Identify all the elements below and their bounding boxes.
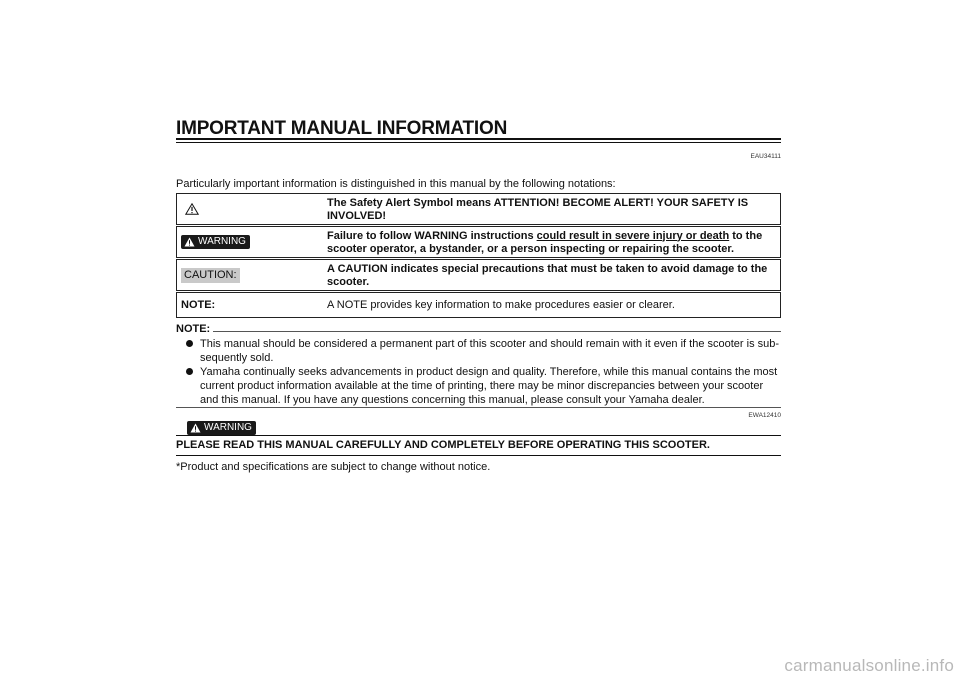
notation-row-warning	[176, 226, 781, 258]
watermark: carmanualsonline.info	[784, 656, 954, 675]
warning-triangle-icon	[184, 237, 195, 247]
notation-row-caution	[176, 259, 781, 291]
notation-label-cell	[177, 227, 321, 257]
bullet-icon	[186, 340, 193, 347]
notation-caution-text: A CAUTION indicates special precautions that must be taken to avoid damage to the scooter.	[327, 262, 768, 288]
warning-text-underlined: could result in severe injury or death	[536, 229, 730, 242]
bullet-icon	[186, 368, 193, 375]
warning-triangle-icon	[190, 423, 201, 433]
warning-label: WARNING	[204, 422, 252, 433]
warning-code: EWA12410	[748, 412, 781, 419]
warning-label: WARNING	[198, 236, 246, 247]
footnote: *Product and specifications are subject to change without notice.	[176, 461, 491, 473]
notation-row-note	[176, 292, 781, 318]
note-label: NOTE:	[181, 299, 216, 311]
note-bullet-text: Yamaha continually seeks advancements in product design and quality. Therefore, while this manual contains the most current product information available at the time of printing, there may be minor discrepancies between your scooter and this manual. If you have any questions concerning this manual, please consult your Yamaha dealer.	[200, 366, 778, 406]
notation-label-cell	[177, 260, 321, 290]
notation-note-text: A NOTE provides key information to make procedures easier or clearer.	[327, 299, 675, 311]
notation-label-cell	[177, 293, 321, 317]
notation-alert-text: The Safety Alert Symbol means ATTENTION! BECOME ALERT! YOUR SAFETY IS INVOLVED!	[327, 196, 749, 222]
note-rule	[213, 331, 781, 332]
notation-warning-text	[321, 227, 780, 257]
intro-text: Particularly important information is distinguished in this manual by the following notations:	[176, 178, 616, 190]
warning-bottom-rule	[176, 455, 781, 456]
manual-page	[176, 0, 781, 678]
warning-text-end: to the scooter operator, a bystander, or a person inspecting or repairing the scooter.	[327, 229, 763, 255]
note-bullet-text: This manual should be considered a permanent part of this scooter and should remain with it even if the scooter is sub-sequently sold.	[200, 338, 780, 364]
warning-rule	[176, 435, 781, 436]
page-title: IMPORTANT MANUAL INFORMATION	[176, 118, 508, 139]
section-code: EAU34111	[750, 153, 781, 160]
notation-label-cell	[177, 194, 321, 224]
caution-tag: CAUTION:	[181, 268, 240, 283]
warning-text-start: Failure to follow WARNING instructions	[327, 229, 537, 242]
note-heading: NOTE:	[176, 323, 211, 335]
safety-alert-icon	[185, 203, 199, 215]
notation-row-alert	[176, 193, 781, 225]
note-bullet	[186, 337, 781, 365]
warning-text: PLEASE READ THIS MANUAL CAREFULLY AND COMPLETELY BEFORE OPERATING THIS SCOOTER.	[176, 439, 710, 451]
title-rule-thin	[176, 142, 781, 143]
warning-tag	[187, 421, 256, 435]
title-rule	[176, 138, 781, 140]
note-bullet	[186, 365, 781, 407]
note-end-rule	[176, 407, 781, 408]
warning-tag	[181, 235, 250, 249]
